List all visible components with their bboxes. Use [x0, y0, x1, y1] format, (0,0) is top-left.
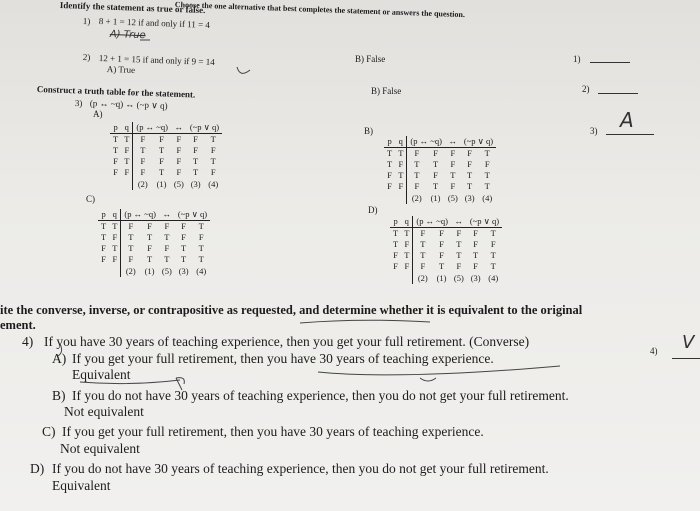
cell: T — [393, 228, 399, 238]
q2-answer-number: 2) — [582, 84, 590, 94]
col-disjunction: (~p ∨ q) — [175, 209, 210, 221]
cell: T — [113, 145, 119, 155]
cell: T — [387, 159, 393, 169]
q4-answer-number: 4) — [650, 346, 658, 356]
cell: T — [473, 250, 479, 260]
cell: T — [398, 170, 404, 180]
cell: F — [413, 228, 432, 240]
cell: T — [164, 232, 170, 242]
cell: F — [439, 250, 444, 260]
cell: T — [112, 243, 118, 253]
order-label: (3) — [190, 179, 201, 189]
table-d-label[interactable]: D) — [368, 205, 378, 215]
cell: T — [450, 170, 456, 180]
cell: F — [176, 134, 182, 144]
q3-number: 3) — [74, 98, 83, 109]
cell: T — [432, 181, 439, 191]
col-disjunction: (~p ∨ q) — [461, 136, 496, 148]
cell: T — [124, 156, 130, 166]
header-instructions: Choose the one alternative that best completes the statement or answers the question. — [174, 0, 466, 20]
col-main: ↔ — [445, 136, 461, 148]
cell: F — [198, 232, 204, 242]
cell: F — [404, 261, 410, 271]
cell: T — [146, 232, 153, 242]
cell: F — [473, 239, 479, 249]
cell: T — [490, 261, 496, 271]
q3-handwritten-answer: A — [620, 108, 634, 132]
q4-option-b-verdict: Not equivalent — [64, 404, 144, 419]
cell: T — [484, 170, 490, 180]
cell: T — [407, 159, 426, 170]
cell: F — [147, 243, 152, 253]
cell: T — [398, 148, 404, 158]
cell: F — [450, 181, 456, 191]
order-label: (2) — [413, 272, 432, 284]
cell: T — [121, 243, 140, 254]
cell: T — [198, 254, 204, 264]
q4-option-d-verdict: Equivalent — [52, 478, 111, 493]
pencil-underline-mark — [318, 366, 560, 375]
cell: F — [404, 239, 410, 249]
col-p: p — [390, 216, 401, 228]
cell: F — [124, 145, 130, 155]
q2-option-b[interactable]: B) False — [371, 86, 402, 96]
section-converse: ite the converse, inverse, or contrapositive as requested, and determine whether it is equivalent to the original — [0, 303, 583, 317]
cell: F — [133, 134, 152, 146]
q3-answer-number: 3) — [590, 126, 598, 136]
section-converse-cont: ement. — [0, 318, 36, 332]
pencil-p-mark — [176, 378, 184, 390]
cell: F — [407, 181, 426, 192]
cell: F — [101, 243, 106, 253]
q3-statement: (p ↔ ~q) ↔ (~p ∨ q) — [89, 98, 168, 111]
order-label: (5) — [173, 179, 184, 189]
q1-option-a[interactable]: A) True — [109, 29, 146, 42]
cell: F — [121, 221, 140, 233]
q1-number: 1) — [82, 16, 91, 27]
cell: T — [467, 181, 473, 191]
cell: T — [124, 134, 130, 144]
cell: T — [393, 239, 399, 249]
cell: T — [133, 145, 152, 156]
cell: T — [210, 134, 216, 144]
cell: F — [181, 232, 187, 242]
cell: F — [181, 221, 187, 231]
order-label: (2) — [407, 192, 426, 204]
cell: F — [439, 239, 444, 249]
cell: T — [101, 221, 107, 231]
cell: F — [456, 261, 462, 271]
cell: T — [432, 159, 439, 169]
cell: T — [158, 145, 165, 155]
cell: T — [387, 148, 393, 158]
cell: T — [121, 232, 140, 243]
cell: F — [193, 134, 199, 144]
cell: T — [158, 167, 165, 177]
col-biconditional-1: (p ↔ ~q) — [407, 136, 445, 148]
col-main: ↔ — [451, 216, 467, 228]
cell: F — [484, 159, 490, 169]
cell: F — [112, 232, 118, 242]
col-main: ↔ — [171, 122, 187, 134]
q1-answer-number: 1) — [573, 54, 581, 64]
col-q: q — [109, 209, 121, 221]
cell: F — [387, 170, 392, 180]
q2-text: 12 + 1 = 15 if and only if 9 = 14 — [98, 53, 215, 68]
cell: T — [198, 243, 204, 253]
cell: T — [113, 134, 119, 144]
table-a-label[interactable]: A) — [93, 109, 103, 119]
order-label: (5) — [447, 193, 458, 203]
pencil-circle-mark — [237, 67, 250, 73]
cell: T — [101, 232, 107, 242]
cell: T — [456, 239, 462, 249]
cell: T — [198, 221, 204, 231]
cell: F — [121, 254, 140, 265]
section-instructions: Identify the statement as true or false. — [59, 0, 206, 16]
q1-text: 8 + 1 = 12 if and only if 11 = 4 — [98, 16, 211, 30]
cell: T — [112, 221, 118, 231]
cell: F — [147, 221, 152, 231]
cell: F — [467, 148, 473, 158]
cell: F — [439, 228, 444, 238]
order-label: (4) — [208, 179, 219, 189]
pencil-underline-mark — [80, 380, 180, 384]
cell: F — [473, 228, 479, 238]
cell: F — [159, 134, 164, 144]
cell: T — [193, 156, 199, 166]
order-label: (4) — [488, 273, 499, 283]
q4-text: If you have 30 years of teaching experience, then you get your full retirement. (Converse) — [44, 334, 530, 349]
cell: T — [484, 181, 490, 191]
cell: F — [193, 145, 199, 155]
table-b-label[interactable]: B) — [364, 126, 373, 136]
q4-option-d-label[interactable]: D) — [30, 461, 45, 476]
q4-option-a-verdict: Equivalent — [72, 367, 131, 382]
order-label: (1) — [430, 193, 441, 203]
q4-option-b-label[interactable]: B) — [52, 388, 66, 403]
cell: T — [490, 250, 496, 260]
cell: F — [113, 167, 118, 177]
col-main: ↔ — [159, 209, 175, 221]
cell: T — [404, 250, 410, 260]
cell: F — [176, 145, 182, 155]
cell: T — [181, 254, 187, 264]
cell: T — [413, 239, 432, 250]
cell: F — [113, 156, 118, 166]
order-label: (2) — [133, 178, 152, 190]
cell: F — [473, 261, 479, 271]
cell: T — [146, 254, 153, 264]
q4-option-c-verdict: Not equivalent — [60, 441, 140, 456]
cell: T — [404, 228, 410, 238]
order-label: (1) — [144, 266, 155, 276]
q1-option-b[interactable]: B) False — [355, 54, 386, 64]
cell: T — [164, 254, 170, 264]
col-biconditional-1: (p ↔ ~q) — [413, 216, 451, 228]
cell: F — [159, 156, 164, 166]
order-label: (4) — [482, 193, 493, 203]
cell: F — [133, 167, 152, 178]
cell: F — [413, 261, 432, 272]
order-label: (3) — [464, 193, 475, 203]
q4-handwritten-answer: V — [682, 332, 695, 353]
order-label: (3) — [470, 273, 481, 283]
cell: F — [176, 167, 182, 177]
cell: F — [450, 159, 456, 169]
cell: T — [210, 156, 216, 166]
col-q: q — [395, 136, 407, 148]
cell: F — [101, 254, 106, 264]
col-disjunction: (~p ∨ q) — [187, 122, 222, 134]
order-label: (2) — [121, 265, 140, 277]
col-p: p — [110, 122, 121, 134]
order-label: (4) — [196, 266, 207, 276]
cell: F — [164, 221, 170, 231]
cell: F — [433, 148, 438, 158]
q4-number: 4) — [22, 334, 34, 349]
cell: F — [398, 181, 404, 191]
cell: F — [387, 181, 392, 191]
q4-option-c-text[interactable]: If you get your full retirement, then you have 30 years of teaching experience. — [62, 424, 484, 439]
q4-option-b-text[interactable]: If you do not have 30 years of teaching experience, then you do not get your full retirement. — [72, 388, 569, 403]
cell: T — [413, 250, 432, 261]
cell: F — [124, 167, 130, 177]
cell: T — [181, 243, 187, 253]
q4-option-c-label[interactable]: C) — [42, 424, 56, 439]
table-c-label[interactable]: C) — [86, 194, 95, 204]
order-label: (5) — [453, 273, 464, 283]
cell: F — [176, 156, 182, 166]
cell: F — [164, 243, 170, 253]
cell: F — [467, 159, 473, 169]
cell: F — [393, 250, 398, 260]
cell: T — [193, 167, 199, 177]
col-disjunction: (~p ∨ q) — [467, 216, 502, 228]
col-q: q — [121, 122, 133, 134]
q2-number: 2) — [82, 52, 91, 63]
cell: F — [398, 159, 404, 169]
cell: T — [484, 148, 490, 158]
cell: F — [210, 145, 216, 155]
order-label: (1) — [436, 273, 447, 283]
cell: T — [490, 228, 496, 238]
q4-option-d-text[interactable]: If you do not have 30 years of teaching experience, then you do not get your full retirement. — [52, 461, 549, 476]
q4-option-a-text[interactable]: If you get your full retirement, then you have 30 years of teaching experience. — [72, 351, 494, 366]
cell: F — [433, 170, 438, 180]
col-biconditional-1: (p ↔ ~q) — [133, 122, 171, 134]
cell: F — [490, 239, 496, 249]
q2-option-a[interactable]: A) True — [106, 64, 136, 75]
cell: F — [210, 167, 216, 177]
cell: F — [133, 156, 152, 167]
order-label: (5) — [161, 266, 172, 276]
q4-option-a-label[interactable]: A) — [52, 351, 67, 366]
pencil-underline-mark — [58, 344, 62, 356]
cell: T — [438, 261, 445, 271]
cell: T — [456, 250, 462, 260]
cell: F — [112, 254, 118, 264]
cell: F — [407, 148, 426, 160]
cell: F — [393, 261, 398, 271]
order-label: (1) — [156, 179, 167, 189]
col-q: q — [401, 216, 413, 228]
col-p: p — [384, 136, 395, 148]
pencil-bracket-mark — [300, 320, 430, 323]
col-biconditional-1: (p ↔ ~q) — [121, 209, 159, 221]
order-label: (3) — [178, 266, 189, 276]
section-truth-table: Construct a truth table for the statement. — [36, 84, 196, 100]
cell: T — [467, 170, 473, 180]
cell: F — [450, 148, 456, 158]
cell: F — [456, 228, 462, 238]
cell: T — [407, 170, 426, 181]
pencil-ov-mark — [420, 378, 436, 381]
col-p: p — [98, 209, 109, 221]
